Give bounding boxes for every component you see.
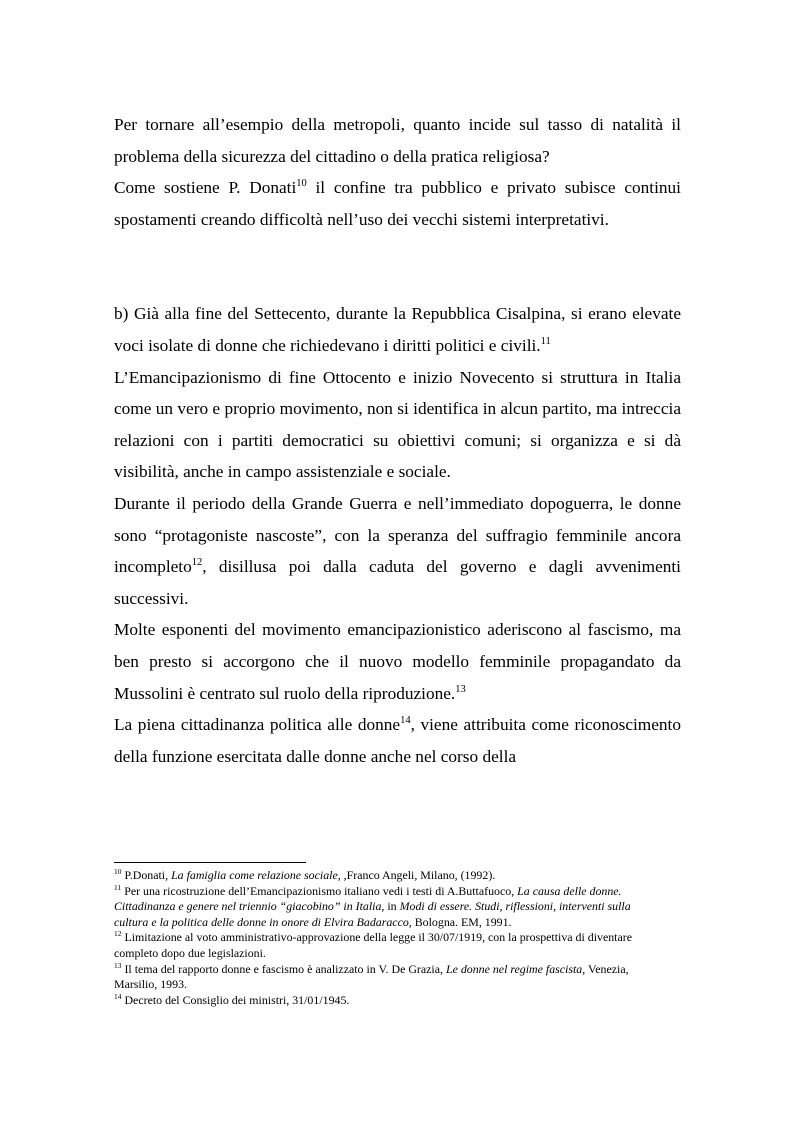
footnote-text: , Bologna. EM, 1991. bbox=[408, 914, 512, 929]
footnote-ref-11[interactable]: 11 bbox=[540, 335, 551, 347]
footnote-text: , Venezia, Marsilio, 1993. bbox=[114, 961, 629, 992]
footnote-text: P.Donati, bbox=[121, 868, 172, 882]
footnote-number: 13 bbox=[114, 960, 122, 970]
footnote-separator bbox=[114, 862, 306, 863]
paragraph-1-text: Per tornare all’esempio della metropoli, quanto incide sul tasso di natalità il problema della sicurezza del cittadino o della pratica religiosa? bbox=[114, 115, 681, 166]
footnote-text: Per una ricostruzione dell’Emancipazionismo italiano vedi i testi di A.Buttafuoco, bbox=[121, 883, 518, 898]
footnote-14 bbox=[114, 993, 654, 1009]
footnote-title: La famiglia come relazione sociale, bbox=[171, 868, 341, 882]
footnote-text: Il tema del rapporto donne e fascismo è analizzato in V. De Grazia, bbox=[121, 961, 446, 976]
paragraph-3 bbox=[114, 298, 681, 361]
footnote-text: Limitazione al voto amministrativo-approvazione della legge il 30/07/1919, con la prospettiva di diventare completo dopo due legislazioni. bbox=[114, 930, 632, 960]
paragraph-7 bbox=[114, 709, 681, 772]
footnote-title: La causa delle donne. Cittadinanza e genere nel triennio “giacobino” in Italia bbox=[114, 883, 622, 914]
paragraph-4-text: L’Emancipazionismo di fine Ottocento e inizio Novecento si struttura in Italia come un vero e proprio movimento, non si identifica in alcun partito, ma intreccia relazioni con i partiti democratici su obiettivi comuni; si organizza e si dà visibilità, anche in campo assistenziale e sociale. bbox=[114, 367, 681, 482]
paragraph-6 bbox=[114, 614, 681, 709]
footnote-number: 12 bbox=[114, 929, 122, 939]
footnote-text: ,Franco Angeli, Milano, (1992). bbox=[340, 868, 496, 882]
footnote-text: Decreto del Consiglio dei ministri, 31/01/1945. bbox=[121, 992, 350, 1007]
paragraph-6-text: Molte esponenti del movimento emancipazionistico aderiscono al fascismo, ma ben presto si accorgono che il nuovo modello femminile propagandato da Mussolini è centrato sul ruolo della riproduzione. bbox=[114, 620, 681, 703]
paragraph-2 bbox=[114, 172, 681, 235]
paragraph-5-text-a: Durante il periodo della Grande Guerra e nell’immediato dopoguerra, le donne sono “protagoniste nascoste”, con la speranza del suffragio femminile ancora incompleto bbox=[114, 493, 681, 577]
footnote-13 bbox=[114, 962, 654, 993]
paragraph-4 bbox=[114, 362, 681, 488]
footnote-ref-13[interactable]: 13 bbox=[455, 683, 466, 695]
paragraph-7-text-a: La piena cittadinanza politica alle donne bbox=[114, 715, 401, 735]
body-text bbox=[114, 109, 681, 772]
footnote-11 bbox=[114, 884, 654, 931]
footnote-number: 11 bbox=[114, 882, 122, 892]
footnote-number: 14 bbox=[114, 991, 122, 1001]
paragraph-gap bbox=[114, 235, 681, 298]
paragraph-1 bbox=[114, 109, 681, 172]
paragraph-5 bbox=[114, 488, 681, 614]
footnote-title: Modi di essere. Studi, riflessioni, interventi sulla cultura e la politica delle donne in onore di Elvira Badaracco bbox=[114, 899, 631, 929]
footnote-title: Le donne nel regime fascista bbox=[445, 961, 583, 976]
paragraph-2-text-a: Come sostiene P. Donati bbox=[114, 178, 297, 198]
paragraph-2-text-b: il confine tra pubblico e privato subisce continui spostamenti creando difficoltà nell’uso dei vecchi sistemi interpretativi. bbox=[114, 178, 681, 229]
footnote-text: , in bbox=[381, 899, 400, 914]
footnote-number: 10 bbox=[114, 867, 122, 876]
footnote-ref-14[interactable]: 14 bbox=[400, 715, 411, 727]
footnote-ref-12[interactable]: 12 bbox=[191, 557, 203, 569]
footnote-10 bbox=[114, 868, 654, 884]
paragraph-5-text-b: , disillusa poi dalla caduta del governo e dagli avvenimenti successivi. bbox=[114, 557, 681, 608]
footnote-12 bbox=[114, 930, 654, 961]
paragraph-7-text-b: , viene attribuita come riconoscimento della funzione esercitata dalle donne anche nel corso della bbox=[114, 715, 681, 766]
footnote-ref-10[interactable]: 10 bbox=[296, 178, 307, 190]
paragraph-3-text: b) Già alla fine del Settecento, durante la Repubblica Cisalpina, si erano elevate voci isolate di donne che richiedevano i diritti politici e civili. bbox=[114, 304, 681, 355]
footnotes bbox=[114, 868, 654, 1008]
